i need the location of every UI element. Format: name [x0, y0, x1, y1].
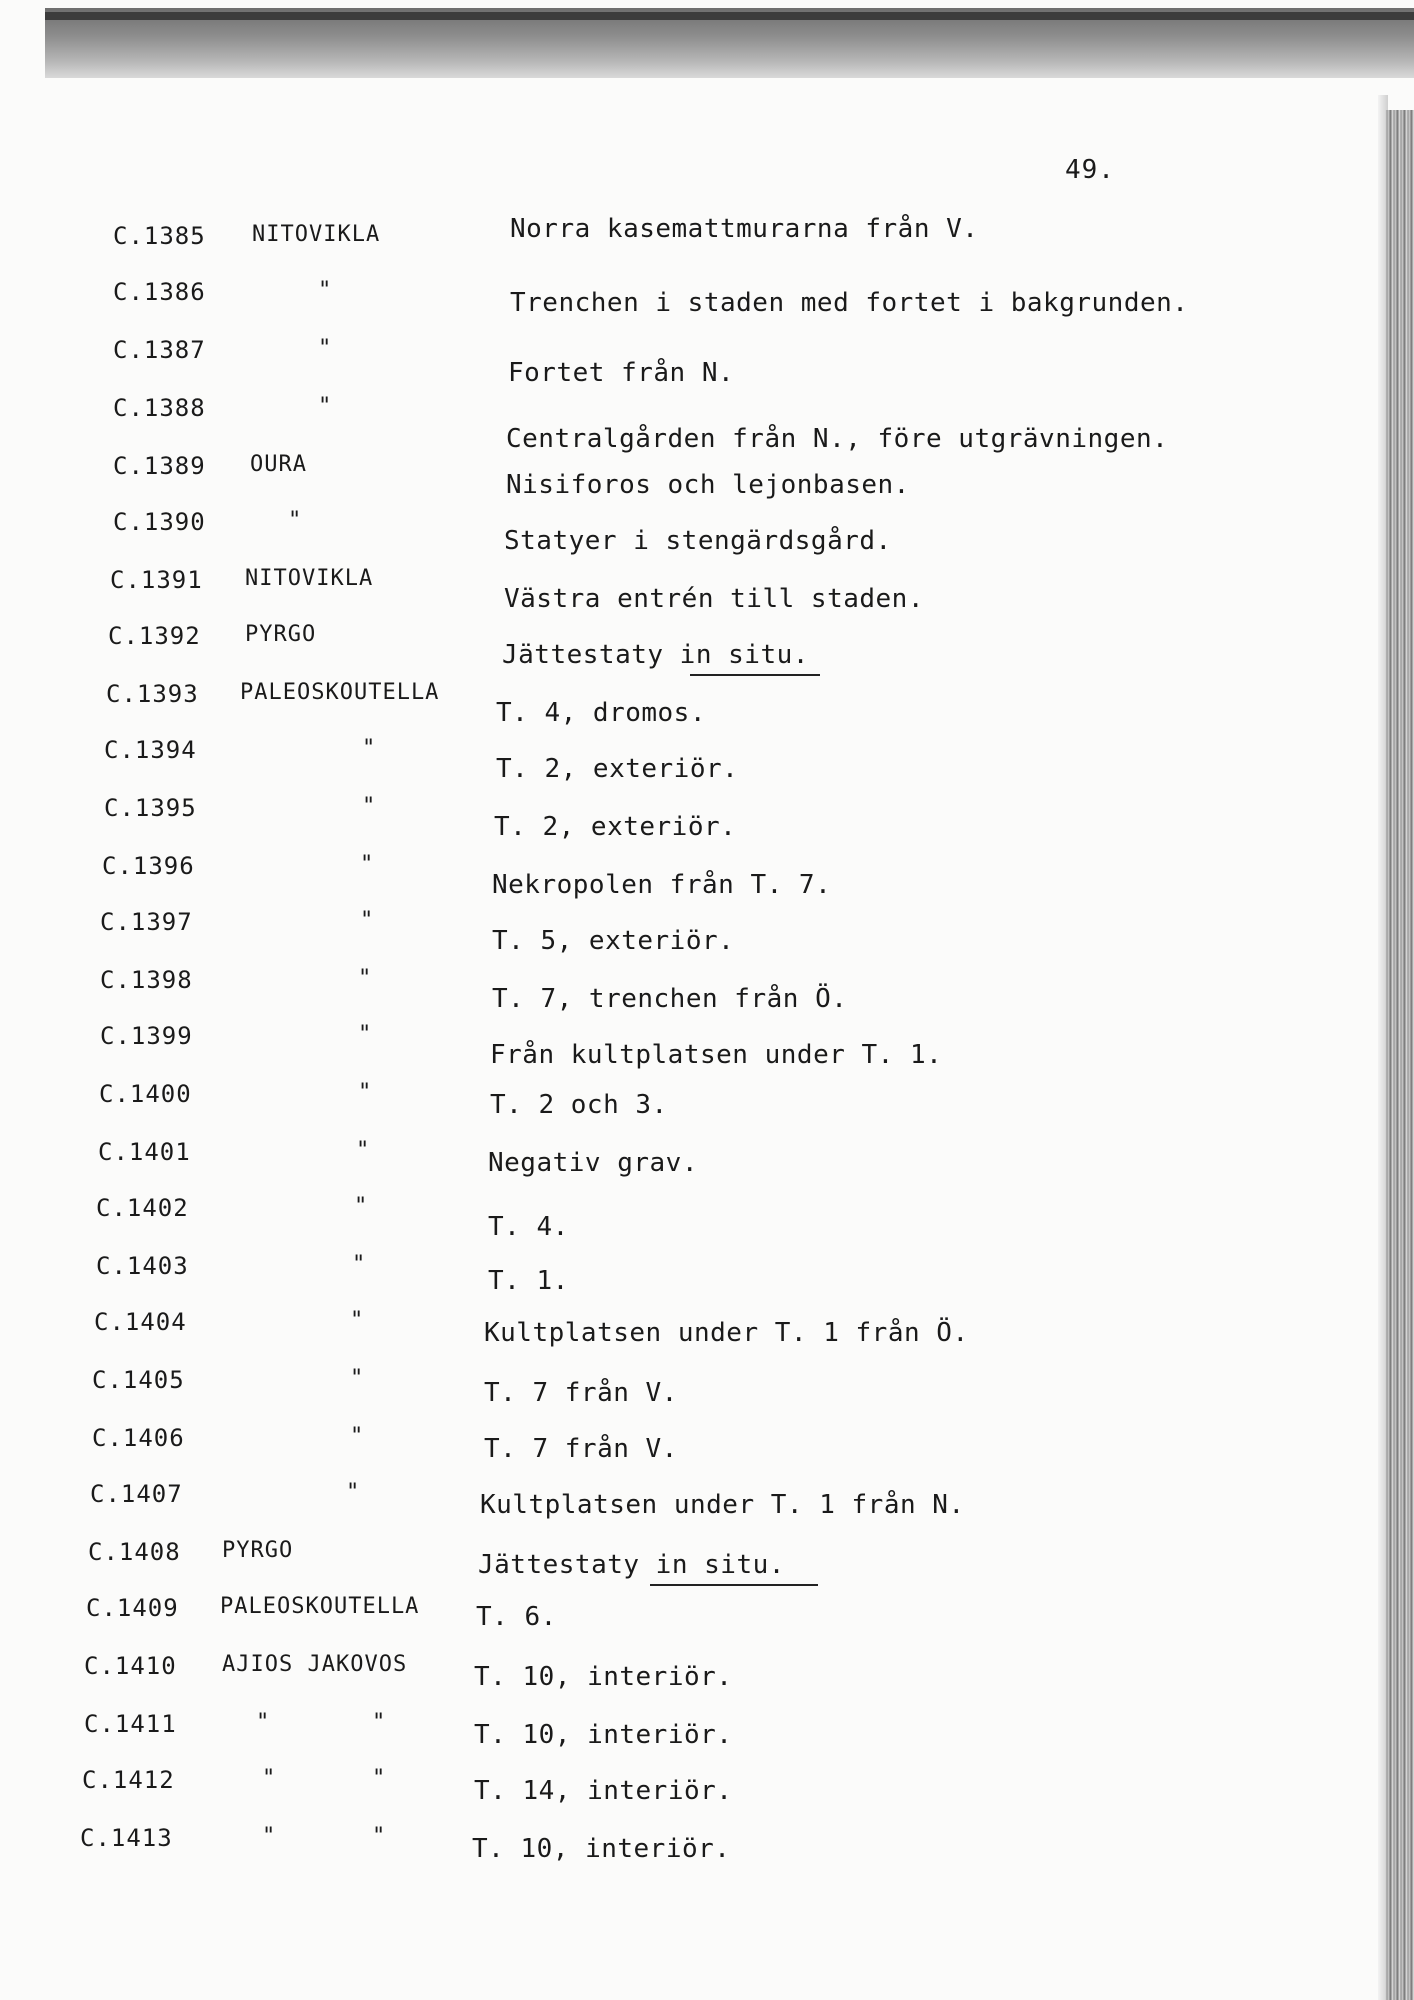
negative-number: C.1409 — [86, 1594, 179, 1622]
table-row — [0, 736, 1360, 784]
negative-number: C.1385 — [113, 222, 206, 250]
negative-number: C.1411 — [84, 1710, 177, 1738]
site-name: " — [256, 1710, 270, 1735]
negative-number: C.1404 — [94, 1308, 187, 1336]
negative-number: C.1388 — [113, 394, 206, 422]
negative-number: C.1394 — [104, 736, 197, 764]
negative-number: C.1395 — [104, 794, 197, 822]
photo-description: Jättestaty in situ. — [502, 640, 809, 670]
site-name: " — [262, 1824, 276, 1849]
negative-number: C.1400 — [99, 1080, 192, 1108]
table-row — [0, 1308, 1360, 1348]
photo-description: T. 2, exteriör. — [494, 812, 737, 842]
site-name: " — [358, 1022, 372, 1047]
negative-number: C.1401 — [98, 1138, 191, 1166]
site-name: " — [352, 1252, 366, 1277]
negative-number: C.1407 — [90, 1480, 183, 1508]
table-row — [0, 908, 1360, 956]
site-name: " — [346, 1480, 360, 1505]
negative-number: C.1393 — [106, 680, 199, 708]
negative-number: C.1396 — [102, 852, 195, 880]
site-name: PALEOSKOUTELLA — [240, 680, 440, 705]
handwritten-underline — [650, 1584, 818, 1586]
photo-description: Centralgården från N., före utgrävningen. — [506, 424, 1169, 454]
table-row — [0, 1022, 1360, 1070]
page-number: 49. — [1065, 155, 1115, 185]
photo-description: Fortet från N. — [508, 358, 735, 388]
table-row — [0, 278, 1360, 318]
photo-description: Kultplatsen under T. 1 från N. — [480, 1490, 965, 1520]
table-row — [0, 1424, 1360, 1464]
site-name: PALEOSKOUTELLA — [220, 1594, 420, 1619]
table-row — [0, 214, 1360, 262]
site-name-ditto: " — [372, 1710, 386, 1735]
table-row — [0, 508, 1360, 556]
photo-description: T. 1. — [488, 1266, 569, 1296]
photo-description: Trenchen i staden med fortet i bakgrunden. — [510, 288, 1189, 318]
site-name: NITOVIKLA — [245, 566, 374, 591]
table-row — [0, 852, 1360, 900]
site-name: PYRGO — [245, 622, 317, 647]
negative-number: C.1397 — [100, 908, 193, 936]
table-row — [0, 1138, 1360, 1178]
photo-description: T. 14, interiör. — [474, 1776, 733, 1806]
table-row — [0, 1194, 1360, 1242]
site-name: " — [354, 1194, 368, 1219]
negative-number: C.1389 — [113, 452, 206, 480]
negative-number: C.1390 — [113, 508, 206, 536]
site-name: OURA — [250, 452, 307, 477]
photo-description: T. 10, interiör. — [474, 1720, 733, 1750]
site-name: " — [362, 736, 376, 761]
negative-number: C.1405 — [92, 1366, 185, 1394]
table-row — [0, 794, 1360, 842]
table-row — [0, 1824, 1360, 1864]
photo-description: T. 6. — [476, 1602, 557, 1632]
table-row — [0, 622, 1360, 670]
site-name: " — [318, 278, 332, 303]
table-row — [0, 336, 1360, 388]
site-name: " — [318, 394, 332, 419]
table-row — [0, 566, 1360, 614]
photo-description: Från kultplatsen under T. 1. — [490, 1040, 943, 1070]
photo-description: Norra kasemattmurarna från V. — [510, 214, 979, 244]
table-row — [0, 1710, 1360, 1750]
negative-number: C.1406 — [92, 1424, 185, 1452]
site-name: " — [262, 1766, 276, 1791]
table-row — [0, 394, 1360, 454]
photo-description: Nekropolen från T. 7. — [492, 870, 832, 900]
negative-number: C.1398 — [100, 966, 193, 994]
negative-number: C.1413 — [80, 1824, 173, 1852]
table-row — [0, 1594, 1360, 1634]
site-name: " — [360, 908, 374, 933]
photo-description: Negativ grav. — [488, 1148, 698, 1178]
handwritten-underline — [690, 674, 820, 676]
site-name-ditto: " — [372, 1766, 386, 1791]
site-name: " — [358, 966, 372, 991]
photo-description: Nisiforos och lejonbasen. — [506, 470, 910, 500]
photo-description: T. 7, trenchen från Ö. — [492, 984, 848, 1014]
negative-number: C.1410 — [84, 1652, 177, 1680]
negative-number: C.1392 — [108, 622, 201, 650]
site-name-ditto: " — [372, 1824, 386, 1849]
table-row — [0, 966, 1360, 1014]
photo-description: Jättestaty in situ. — [478, 1550, 785, 1580]
photo-description: T. 2 och 3. — [490, 1090, 668, 1120]
negative-number: C.1408 — [88, 1538, 181, 1566]
negative-number: C.1387 — [113, 336, 206, 364]
table-row — [0, 1080, 1360, 1120]
photo-description: Västra entrén till staden. — [504, 584, 924, 614]
negative-number: C.1391 — [110, 566, 203, 594]
table-row — [0, 452, 1360, 500]
site-name: " — [350, 1424, 364, 1449]
table-row — [0, 1766, 1360, 1806]
scan-top-dark-line — [45, 12, 1414, 20]
photo-description: T. 5, exteriör. — [492, 926, 735, 956]
site-name: NITOVIKLA — [252, 222, 381, 247]
negative-number: C.1399 — [100, 1022, 193, 1050]
table-row — [0, 680, 1360, 728]
negative-number: C.1403 — [96, 1252, 189, 1280]
negative-number: C.1412 — [82, 1766, 175, 1794]
site-name: PYRGO — [222, 1538, 294, 1563]
table-row — [0, 1366, 1360, 1406]
photo-description: T. 7 från V. — [484, 1378, 678, 1408]
scan-right-border — [1385, 110, 1414, 2000]
site-name: " — [358, 1080, 372, 1105]
photo-description: T. 10, interiör. — [472, 1834, 731, 1864]
negative-number: C.1386 — [113, 278, 206, 306]
photo-description: T. 4, dromos. — [496, 698, 706, 728]
table-row — [0, 1652, 1360, 1692]
table-row — [0, 1538, 1360, 1578]
negative-number: C.1402 — [96, 1194, 189, 1222]
site-name: " — [288, 508, 302, 533]
table-row — [0, 1480, 1360, 1520]
photo-description: T. 2, exteriör. — [496, 754, 739, 784]
site-name: AJIOS JAKOVOS — [222, 1652, 408, 1677]
site-name: " — [362, 794, 376, 819]
site-name: " — [318, 336, 332, 361]
photo-description: Kultplatsen under T. 1 från Ö. — [484, 1318, 969, 1348]
site-name: " — [360, 852, 374, 877]
photo-description: Statyer i stengärdsgård. — [504, 526, 892, 556]
table-row — [0, 1252, 1360, 1296]
photo-description: T. 10, interiör. — [474, 1662, 733, 1692]
photo-description: T. 7 från V. — [484, 1434, 678, 1464]
site-name: " — [350, 1366, 364, 1391]
photo-description: T. 4. — [488, 1212, 569, 1242]
site-name: " — [350, 1308, 364, 1333]
site-name: " — [356, 1138, 370, 1163]
